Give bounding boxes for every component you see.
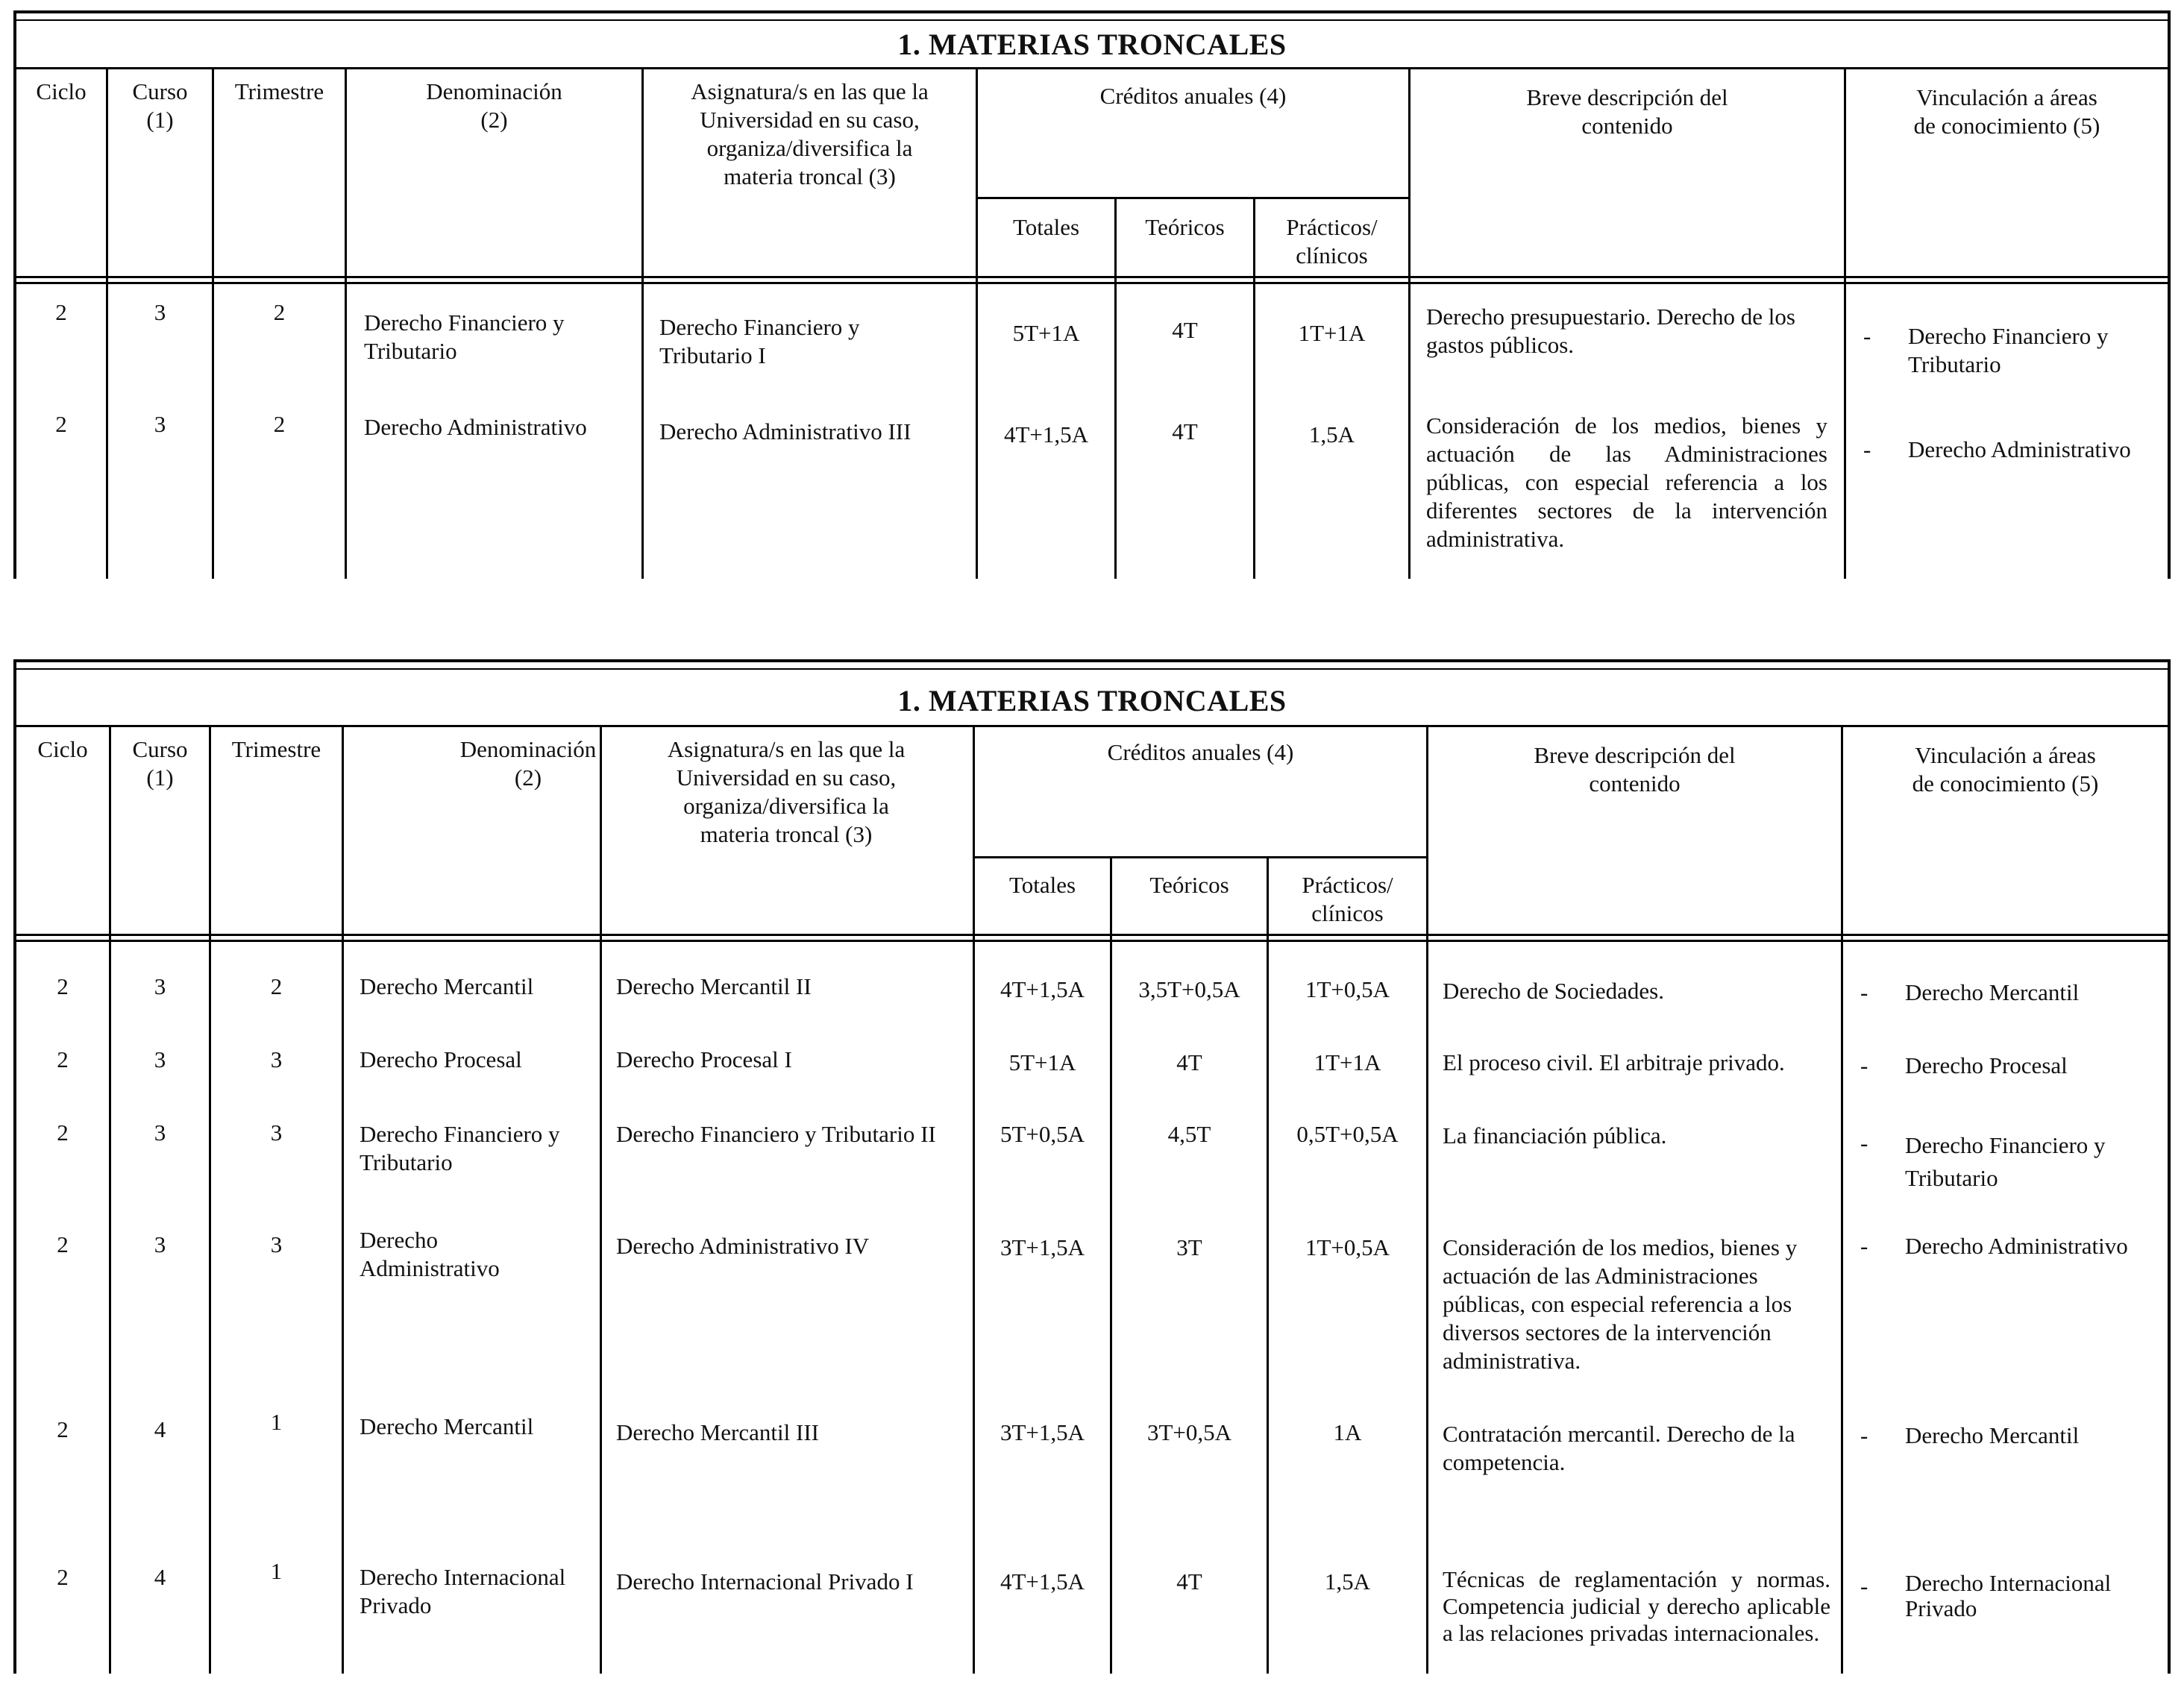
cell-practicos: 0,5T+0,5A — [1296, 1121, 1399, 1147]
cell-asignatura: Derecho Financiero y Tributario II — [616, 1121, 936, 1147]
column-rule — [1408, 67, 1410, 579]
header-vinculacion: Vinculación a áreas de conocimiento (5) — [1912, 742, 2099, 797]
cell-totales: 5T+1A — [1012, 320, 1080, 346]
header-bottom-rule — [13, 940, 2171, 942]
header-asignatura: Asignatura/s en las que la Universidad en su caso, organiza/diversifica la materia troncal (3) — [667, 736, 906, 847]
header-denominacion: Denominación (2) — [426, 78, 562, 133]
cell-totales: 3T+1,5A — [1000, 1419, 1085, 1445]
cell-vinculacion: Derecho Financiero y Tributario — [1905, 1132, 2106, 1191]
bullet-dash: - — [1860, 1130, 1868, 1156]
header-asignatura: Asignatura/s en las que la Universidad en su caso, organiza/diversifica la materia troncal (3) — [691, 78, 929, 189]
frame-line — [13, 659, 2171, 662]
cell-descripcion: Consideración de los medios, bienes y actuación de las Administraciones públicas, con especial referencia a los diferentes sectores de la intervención administrativa. — [1426, 412, 1827, 552]
cell-trimestre: 3 — [270, 1231, 283, 1257]
cell-practicos: 1T+0,5A — [1305, 1234, 1390, 1260]
cell-descripcion: Contratación mercantil. Derecho de la competencia. — [1443, 1421, 1795, 1475]
cell-asignatura: Derecho Procesal I — [616, 1046, 792, 1072]
cell-trimestre: 3 — [270, 1119, 283, 1146]
cell-ciclo: 2 — [57, 1119, 69, 1146]
header-bottom-rule — [13, 276, 2171, 278]
table-title: 1. MATERIAS TRONCALES — [897, 684, 1287, 717]
header-descripcion: Breve descripción del contenido — [1534, 742, 1736, 797]
frame-line — [13, 10, 2171, 13]
cell-totales: 5T+1A — [1008, 1049, 1076, 1075]
cell-descripcion: Derecho de Sociedades. — [1443, 978, 1664, 1004]
header-denominacion: Denominación (2) — [459, 736, 597, 791]
cell-denominacion: Derecho Financiero y Tributario — [360, 1121, 560, 1175]
cell-ciclo: 2 — [57, 1416, 69, 1442]
cell-asignatura: Derecho Mercantil III — [616, 1419, 819, 1445]
cell-curso: 3 — [154, 1046, 166, 1072]
cell-totales: 4T+1,5A — [1000, 1568, 1085, 1595]
cell-asignatura: Derecho Internacional Privado I — [616, 1568, 914, 1595]
cell-vinculacion: Derecho Mercantil — [1905, 979, 2080, 1005]
header-bottom-rule — [13, 282, 2171, 284]
cell-curso: 4 — [154, 1416, 166, 1442]
cell-practicos: 1,5A — [1308, 421, 1355, 447]
column-rule — [1844, 67, 1846, 579]
header-creditos: Créditos anuales (4) — [1107, 739, 1294, 765]
column-rule — [342, 725, 344, 1674]
cell-vinculacion: Derecho Administrativo — [1905, 1233, 2128, 1259]
cell-teoricos: 4T — [1176, 1049, 1202, 1075]
cell-trimestre: 2 — [270, 973, 283, 999]
cell-vinculacion: Derecho Procesal — [1905, 1052, 2068, 1078]
bullet-dash: - — [1860, 1573, 1868, 1599]
cell-ciclo: 2 — [57, 1231, 69, 1257]
cell-denominacion: Derecho Internacional Privado — [360, 1564, 566, 1618]
bullet-dash: - — [1860, 979, 1868, 1005]
column-rule — [109, 725, 111, 1674]
cell-denominacion: Derecho Procesal — [360, 1046, 522, 1072]
column-rule — [1426, 725, 1428, 1674]
table-materias-troncales-2 — [13, 659, 2171, 1674]
frame-line — [13, 668, 2171, 670]
column-rule — [209, 725, 211, 1674]
cell-denominacion: Derecho Administrativo — [360, 1227, 500, 1281]
cell-teoricos: 4,5T — [1167, 1121, 1211, 1147]
cell-ciclo: 2 — [57, 973, 69, 999]
cell-teoricos: 4T — [1172, 418, 1198, 445]
cell-asignatura: Derecho Administrativo III — [659, 418, 911, 445]
cell-descripcion: El proceso civil. El arbitraje privado. — [1443, 1049, 1785, 1075]
header-practicos: Prácticos/ clínicos — [1286, 214, 1378, 268]
column-rule — [1841, 725, 1843, 1674]
divider — [976, 197, 1408, 199]
cell-trimestre: 3 — [270, 1046, 283, 1072]
cell-vinculacion: Derecho Financiero y Tributario — [1908, 323, 2109, 377]
header-trimestre: Trimestre — [234, 78, 324, 104]
header-vinculacion: Vinculación a áreas de conocimiento (5) — [1913, 84, 2100, 139]
column-rule — [345, 67, 347, 579]
table-title: 1. MATERIAS TRONCALES — [897, 28, 1287, 61]
cell-trimestre: 1 — [270, 1409, 283, 1435]
cell-asignatura: Derecho Mercantil II — [616, 973, 812, 999]
cell-descripcion: La financiación pública. — [1443, 1122, 1667, 1149]
cell-denominacion: Derecho Mercantil — [360, 973, 534, 999]
cell-practicos: 1T+1A — [1314, 1049, 1381, 1075]
column-rule — [973, 725, 975, 1674]
cell-practicos: 1T+0,5A — [1305, 976, 1390, 1002]
cell-teoricos: 4T — [1176, 1568, 1202, 1595]
cell-denominacion: Derecho Administrativo — [364, 414, 587, 440]
cell-curso: 3 — [154, 299, 166, 325]
table-materias-troncales-1 — [13, 10, 2171, 579]
header-totales: Totales — [1008, 872, 1076, 898]
cell-descripcion: Derecho presupuestario. Derecho de los gastos públicos. — [1426, 304, 1795, 358]
cell-curso: 3 — [154, 973, 166, 999]
frame-line — [2168, 10, 2171, 579]
divider — [13, 67, 2171, 69]
column-rule — [600, 725, 602, 1674]
cell-teoricos: 3T — [1176, 1234, 1202, 1260]
cell-practicos: 1,5A — [1324, 1568, 1371, 1595]
bullet-dash: - — [1863, 323, 1871, 349]
frame-line — [13, 19, 2171, 21]
cell-asignatura: Derecho Administrativo IV — [616, 1233, 870, 1259]
header-curso: Curso (1) — [132, 78, 188, 133]
column-rule — [1114, 197, 1117, 579]
bullet-dash: - — [1860, 1233, 1868, 1259]
cell-practicos: 1A — [1333, 1419, 1362, 1445]
header-teoricos: Teóricos — [1149, 872, 1229, 898]
cell-denominacion: Derecho Financiero y Tributario — [364, 310, 565, 364]
cell-trimestre: 2 — [273, 299, 286, 325]
cell-totales: 4T+1,5A — [1003, 421, 1089, 447]
cell-ciclo: 2 — [57, 1046, 69, 1072]
cell-totales: 5T+0,5A — [1000, 1121, 1085, 1147]
cell-teoricos: 3,5T+0,5A — [1138, 976, 1240, 1002]
header-practicos: Prácticos/ clínicos — [1302, 872, 1393, 926]
cell-totales: 4T+1,5A — [1000, 976, 1085, 1002]
cell-curso: 3 — [154, 1119, 166, 1146]
cell-practicos: 1T+1A — [1298, 320, 1366, 346]
frame-line — [13, 659, 16, 1674]
cell-trimestre: 2 — [273, 411, 286, 437]
cell-ciclo: 2 — [55, 411, 67, 437]
cell-vinculacion: Derecho Internacional Privado — [1905, 1570, 2112, 1621]
header-curso: Curso (1) — [132, 736, 188, 791]
bullet-dash: - — [1860, 1052, 1868, 1078]
header-creditos: Créditos anuales (4) — [1099, 83, 1287, 109]
bullet-dash: - — [1860, 1422, 1868, 1448]
header-totales: Totales — [1012, 214, 1080, 240]
header-trimestre: Trimestre — [231, 736, 321, 762]
cell-curso: 3 — [154, 411, 166, 437]
cell-curso: 4 — [154, 1564, 166, 1590]
cell-descripcion: Consideración de los medios, bienes y actuación de las Administraciones públicas, con especial referencia a los diversos sectores de la intervención administrativa. — [1443, 1234, 1798, 1374]
header-descripcion: Breve descripción del contenido — [1526, 84, 1728, 139]
header-ciclo: Ciclo — [36, 78, 87, 104]
cell-descripcion: Técnicas de reglamentación y normas. Competencia judicial y derecho aplicable a las relaciones privadas internacionales. — [1443, 1566, 1830, 1646]
cell-asignatura: Derecho Financiero y Tributario I — [659, 314, 860, 368]
header-bottom-rule — [13, 934, 2171, 936]
header-ciclo: Ciclo — [37, 736, 88, 762]
frame-line — [2168, 659, 2171, 1674]
cell-ciclo: 2 — [57, 1564, 69, 1590]
cell-teoricos: 4T — [1172, 317, 1198, 343]
cell-totales: 3T+1,5A — [1000, 1234, 1085, 1260]
cell-denominacion: Derecho Mercantil — [360, 1413, 534, 1439]
cell-trimestre: 1 — [270, 1558, 283, 1584]
cell-teoricos: 3T+0,5A — [1146, 1419, 1232, 1445]
cell-ciclo: 2 — [55, 299, 67, 325]
cell-vinculacion: Derecho Mercantil — [1905, 1422, 2080, 1448]
header-teoricos: Teóricos — [1145, 214, 1225, 240]
cell-curso: 3 — [154, 1231, 166, 1257]
bullet-dash: - — [1863, 436, 1871, 462]
divider — [13, 725, 2171, 727]
divider — [973, 856, 1426, 858]
cell-vinculacion: Derecho Administrativo — [1908, 436, 2131, 462]
